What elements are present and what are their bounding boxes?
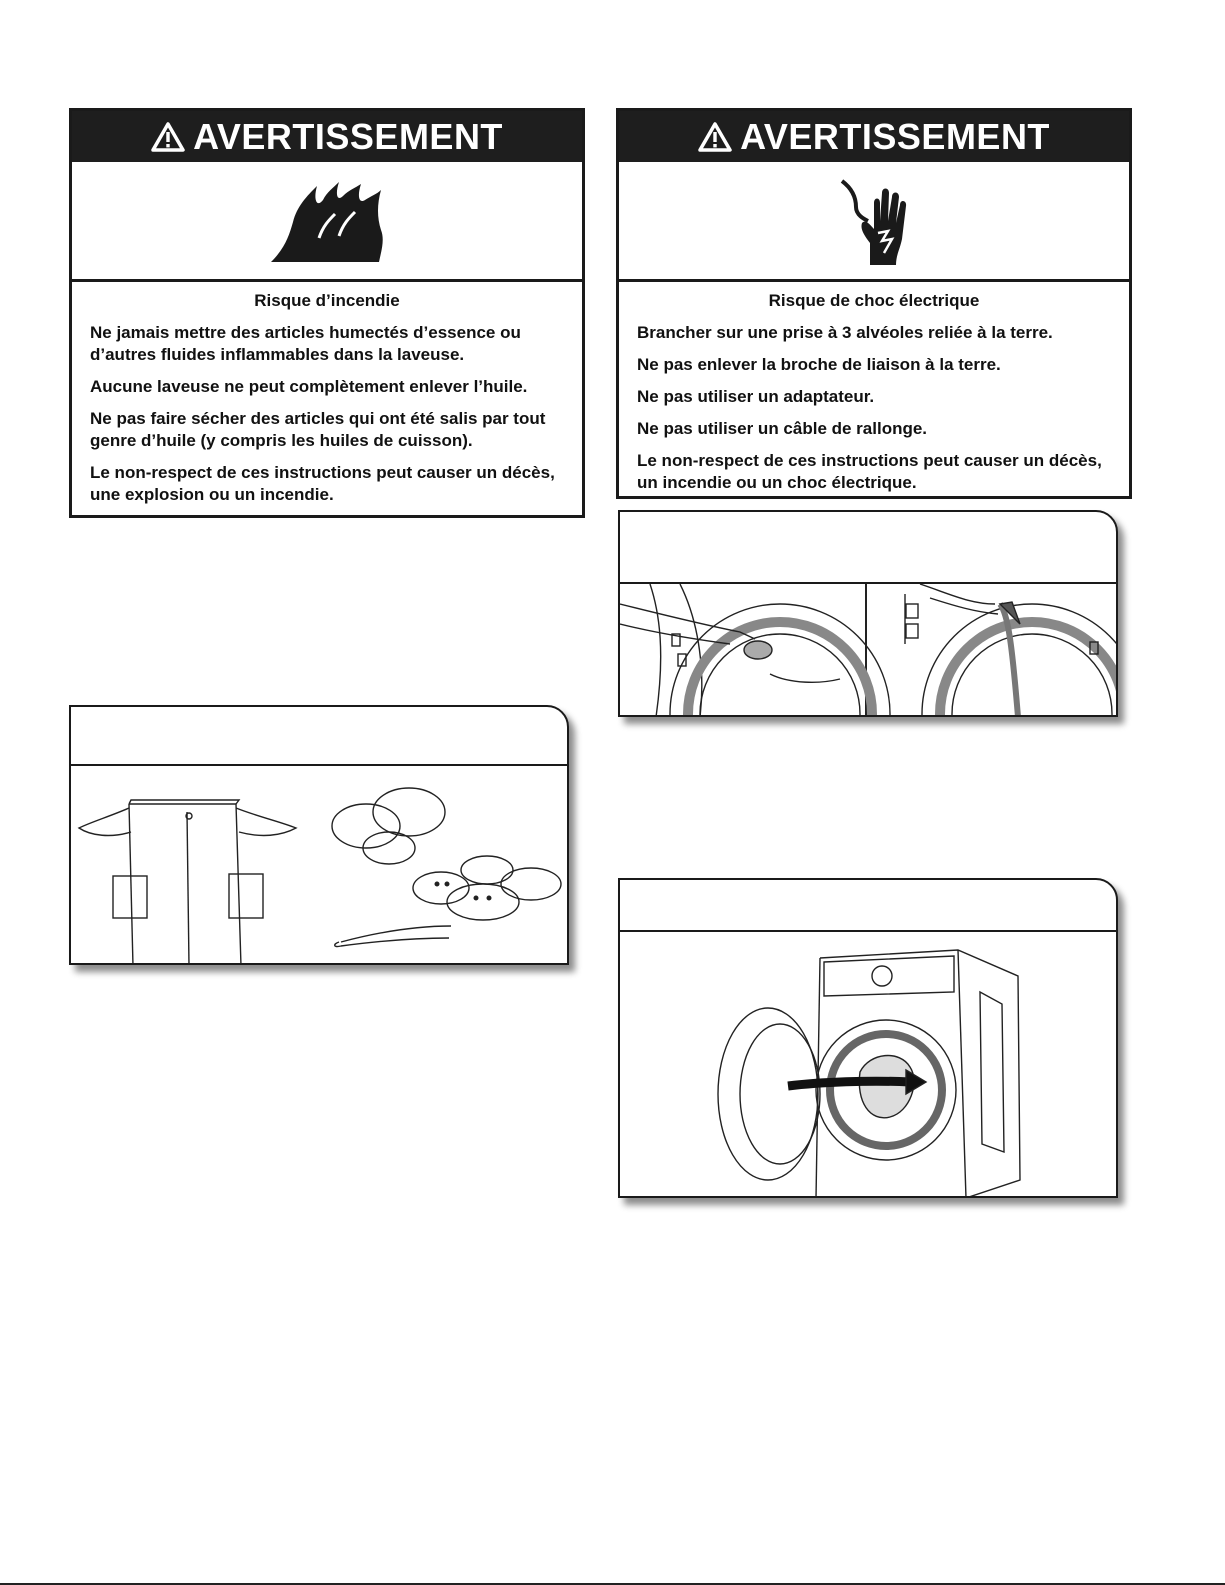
panel-header-band (71, 707, 567, 766)
warning-header (619, 111, 1129, 162)
warning-line: Ne jamais mettre des articles humectés d’essence ou d’autres fluides inflammables dans la laveuse. (90, 323, 521, 364)
warning-title: Risque d’incendie (254, 291, 400, 310)
panel-header-band (620, 880, 1116, 932)
shock-warning-box (616, 108, 1132, 499)
shock-icon-area (619, 162, 1129, 282)
empty-pockets-coins-buttons-pins-illustration (71, 766, 567, 965)
load-washer-illustration (620, 932, 1116, 1198)
warning-line: Brancher sur une prise à 3 alvéoles reliée à la terre. (637, 323, 1053, 342)
pockets-illustration-panel (69, 705, 569, 965)
warning-header (72, 111, 582, 162)
warning-line: Ne pas utiliser un câble de rallonge. (637, 419, 928, 438)
warning-body (619, 282, 1129, 494)
warning-heading: AVERTISSEMENT (193, 115, 503, 157)
warning-line: Aucune laveuse ne peut complètement enlever l’huile. (90, 377, 528, 396)
warning-triangle-icon (151, 122, 185, 152)
warning-title: Risque de choc électrique (768, 291, 980, 310)
warning-triangle-icon (698, 122, 732, 152)
load-illustration-panel (618, 878, 1118, 1198)
warning-line: Le non-respect de ces instructions peut causer un décès, un incendie ou un choc électrique. (637, 451, 1102, 492)
seal-illustration-panel (618, 510, 1118, 717)
panel-header-band (620, 512, 1116, 584)
warning-line: Ne pas faire sécher des articles qui ont été salis par tout genre d’huile (y compris les huiles de cuisson). (90, 409, 546, 450)
electric-shock-hand-icon (834, 173, 914, 269)
warning-line: Le non-respect de ces instructions peut causer un décès, une explosion ou un incendie. (90, 463, 555, 504)
fire-icon-area (72, 162, 582, 282)
warning-line: Ne pas enlever la broche de liaison à la terre. (637, 355, 1001, 374)
warning-body (72, 282, 582, 506)
fire-icon (267, 178, 387, 264)
warning-line: Ne pas utiliser un adaptateur. (637, 387, 875, 406)
wipe-door-seal-illustration (620, 584, 1116, 717)
fire-warning-box (69, 108, 585, 518)
warning-heading: AVERTISSEMENT (740, 115, 1050, 157)
